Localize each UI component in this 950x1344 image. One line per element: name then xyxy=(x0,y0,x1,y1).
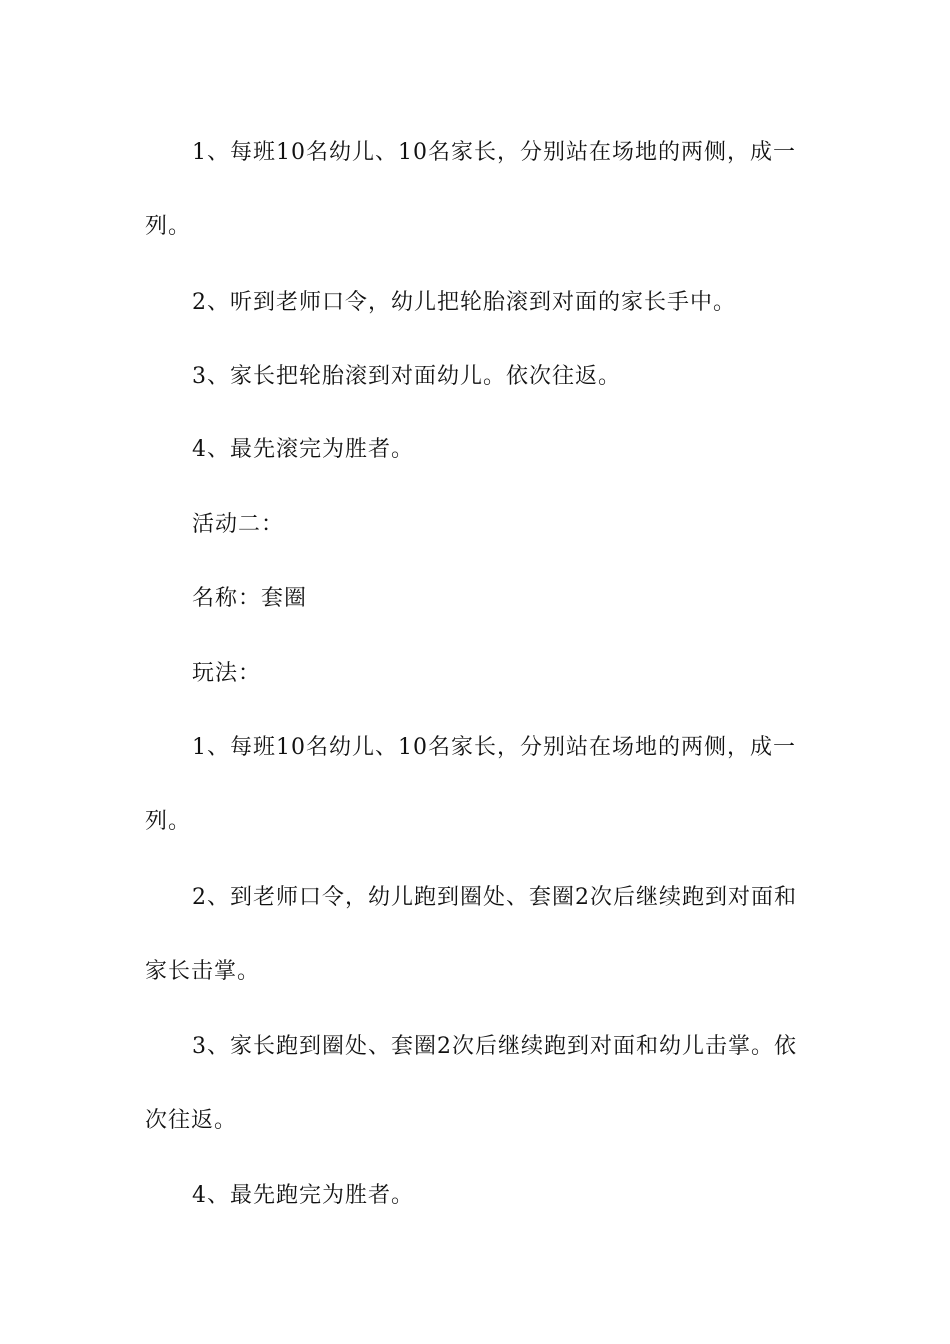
activity-2-heading: 活动二： xyxy=(192,512,285,537)
activity-2-name: 名称：套圈 xyxy=(192,586,308,611)
paragraph-rules-1-item-1: 1、每班10名幼儿、10名家长，分别站在场地的两侧，成一列。 xyxy=(145,140,796,239)
paragraph-rules-2-item-2: 2、到老师口令，幼儿跑到圈处、套圈2次后继续跑到对面和家长击掌。 xyxy=(145,885,797,984)
paragraph-rules-1-item-3: 3、家长把轮胎滚到对面幼儿。依次往返。 xyxy=(192,364,621,389)
paragraph-rules-2-item-4: 4、最先跑完为胜者。 xyxy=(192,1183,414,1208)
paragraph-rules-1-item-4: 4、最先滚完为胜者。 xyxy=(192,437,414,462)
paragraph-rules-2-item-1: 1、每班10名幼儿、10名家长，分别站在场地的两侧，成一列。 xyxy=(145,735,796,834)
activity-2-rules-heading: 玩法： xyxy=(192,661,262,686)
paragraph-rules-2-item-3: 3、家长跑到圈处、套圈2次后继续跑到对面和幼儿击掌。依次往返。 xyxy=(145,1034,797,1133)
paragraph-rules-1-item-2: 2、听到老师口令，幼儿把轮胎滚到对面的家长手中。 xyxy=(192,290,736,315)
